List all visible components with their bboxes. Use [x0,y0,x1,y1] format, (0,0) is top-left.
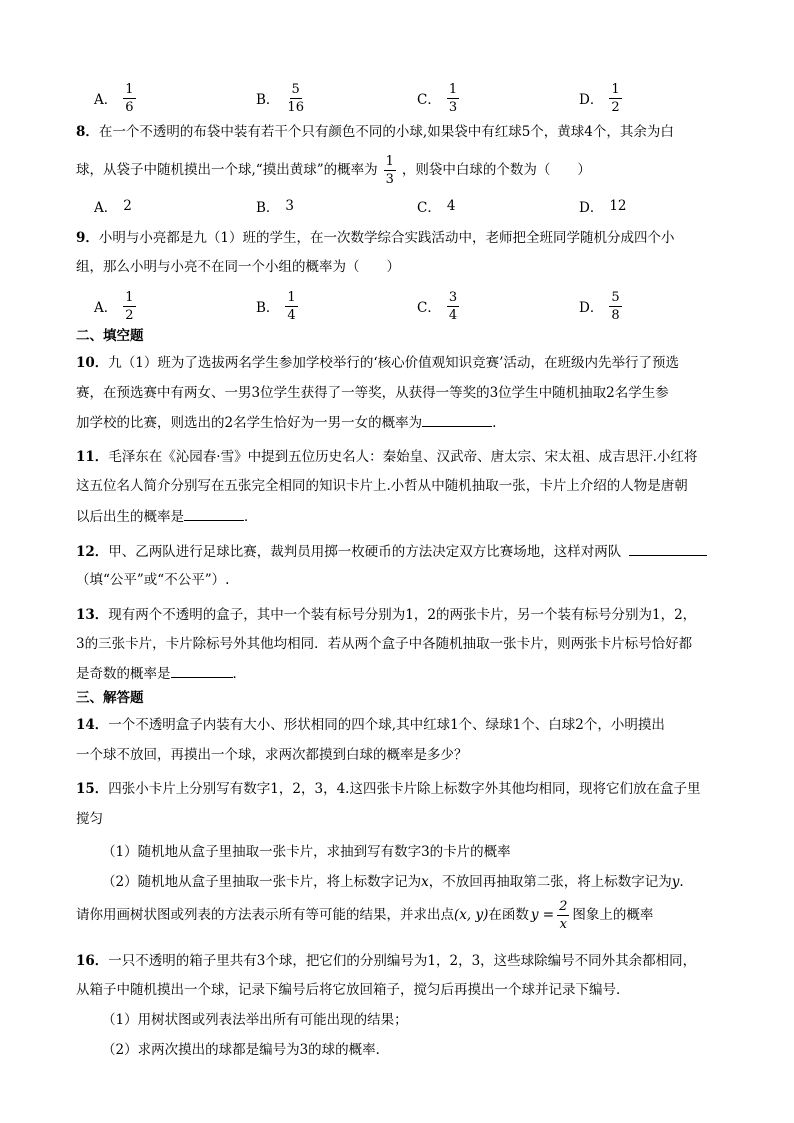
q16-sub-1: （1）用树状图或列表法举出所有可能出现的结果； [102,1012,408,1028]
q7-option-d[interactable]: D． $\frac{1}{2}$ [579,81,620,115]
q15-line-1: 15．四张小卡片上分别写有数字1，2，3，4.这四张卡片除上标数字外其他均相同，现将它们放在盒子里 [76,781,701,797]
q16-line-2: 从箱子中随机摸出一个球，记录下编号后将它放回箱子，搅匀后再摸出一个球并记录下编号． [76,982,630,998]
q11-line-3: 以后出生的概率是 ． [76,506,258,527]
fraction: $\frac{5}{8}$ [611,289,620,323]
q7-options [76,78,744,118]
q10-line-2: 赛，在预选赛中有两女、一男3位学生获得了一等奖，从获得一等奖的3位学生中随机抽取2名学生参 [76,385,669,401]
q16-sub-2: （2）求两次摸出的球都是编号为3的球的概率． [102,1042,390,1058]
q13-line-2: 3的三张卡片，卡片除标号外其他均相同．若从两个盒子中各随机抽取一张卡片，则两张卡片标号恰好都 [76,636,693,652]
q7-option-b[interactable]: B． $\frac{5}{16}$ [256,81,304,115]
q8-option-a[interactable]: A． 2 [94,198,132,216]
q13-line-1: 13．现有两个不透明的盒子，其中一个装有标号分别为1，2的两张卡片，另一个装有标号分别为1，2， [76,607,697,623]
fraction: $\frac{1}{6}$ [125,81,134,115]
q8-options [76,196,744,216]
q12-line-2: （填“公平”或“不公平”）. [76,572,230,588]
q9-option-a[interactable]: A． $\frac{1}{2}$ [94,289,134,323]
q9-line-2: 组，那么小明与小亮不在同一个小组的概率为（ ） [76,259,400,275]
fraction: $\frac{1}{2}$ [125,289,134,323]
q16-line-1: 16．一只不透明的箱子里共有3个球，把它们的分别编号为1，2，3，这些球除编号不同外其余都相同， [76,953,697,969]
answer-blank[interactable] [184,506,244,521]
fraction: $\frac{2}{x}$ [559,898,568,932]
fraction: $\frac{1}{3}$ [385,153,394,187]
answer-blank[interactable] [422,412,492,427]
answer-blank[interactable] [171,663,233,678]
fraction: $\frac{1}{2}$ [611,81,620,115]
answer-blank[interactable] [629,541,707,556]
q13-line-3: 是奇数的概率是 ． [76,663,246,684]
q9-line-1: 9．小明与小亮都是九（1）班的学生，在一次数学综合实践活动中，老师把全班同学随机分成四个小 [76,230,675,246]
q14-line-1: 14．一个不透明盒子内装有大小、形状相同的四个球,其中红球1个、绿球1个、白球2个，小明摸出 [76,717,665,733]
fraction: $\frac{3}{4}$ [448,289,458,323]
q7-option-c[interactable]: C． $\frac{1}{3}$ [417,81,458,115]
q15-line-2: 搅匀 [76,811,103,827]
section-answer-heading: 三、解答题 [76,690,144,706]
q10-line-1: 10．九（1）班为了选拔两名学生参加学校举行的‘核心价值观知识竞赛’活动，在班级内先举行了预选 [76,355,679,371]
q9-option-c[interactable]: C． $\frac{3}{4}$ [417,289,458,323]
q10-line-3: 加学校的比赛，则选出的2名学生恰好为一男一女的概率为 . [76,412,496,433]
q15-sub-2: （2）随机地从盒子里抽取一张卡片，将上标数字记为x，不放回再抽取第二张，将上标数字记为y. [102,874,684,890]
q15-line-5: 请你用画树状图或列表的方法表示所有等可能的结果，并求出点 (x, y) 在函数 y = $\frac{2}{x}$ 图象上的概率 [76,898,654,932]
q11-line-1: 11．毛泽东在《沁园春·雪》中提到五位历史名人：秦始皇、汉武帝、唐太宗、宋太祖、成吉思汗.小红将 [76,449,698,465]
q9-option-d[interactable]: D． $\frac{5}{8}$ [579,289,620,323]
q8-option-b[interactable]: B． 3 [256,198,295,216]
q11-line-2: 这五位名人简介分别写在五张完全相同的知识卡片上.小哲从中随机抽取一张，卡片上介绍的人物是唐朝 [76,478,688,494]
q8-line-1: 8．在一个不透明的布袋中装有若干个只有颜色不同的小球,如果袋中有红球5个，黄球4个，其余为白 [76,124,674,140]
q9-options [76,286,744,326]
q8-line-2: 球，从袋子中随机摸出一个球,“摸出黄球”的概率为 $\frac{1}{3}$ ，则袋中白球的个数为（ ） [76,153,591,187]
q9-option-b[interactable]: B． $\frac{1}{4}$ [256,289,296,323]
q15-sub-1: （1）随机地从盒子里抽取一张卡片，求抽到写有数字3的卡片的概率 [102,844,511,860]
q12-line-1: 12．甲、乙两队进行足球比赛，裁判员用掷一枚硬币的方法决定双方比赛场地，这样对两队 [76,541,707,562]
q7-option-a[interactable]: A． $\frac{1}{6}$ [94,81,134,115]
fraction: $\frac{5}{16}$ [287,81,304,115]
fraction: $\frac{1}{3}$ [448,81,458,115]
section-fill-in-blank-heading: 二、填空题 [76,328,144,344]
q8-option-d[interactable]: D． 12 [579,198,627,216]
q8-option-c[interactable]: C． 4 [417,198,456,216]
fraction: $\frac{1}{4}$ [287,289,296,323]
q14-line-2: 一个球不放回，再摸出一个球，求两次都摸到白球的概率是多少？ [76,747,468,763]
